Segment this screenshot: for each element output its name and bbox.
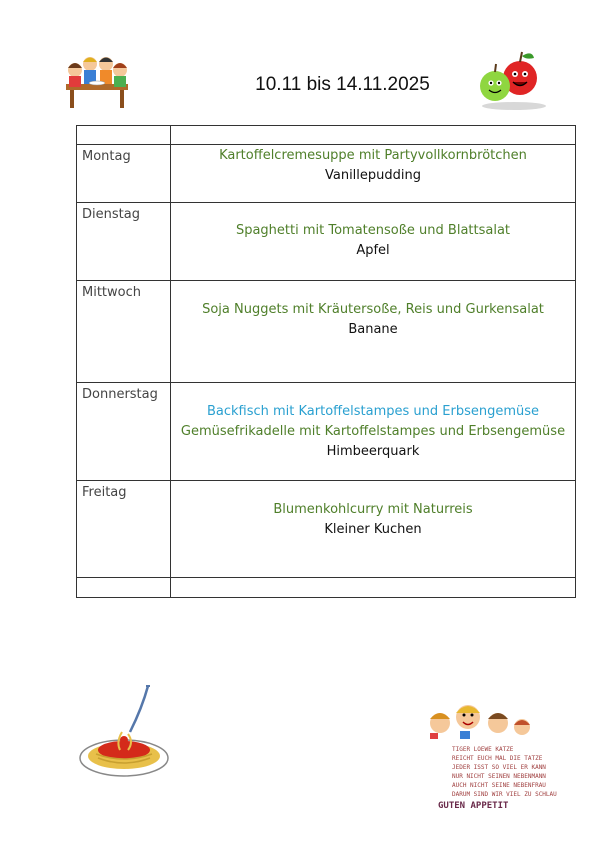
table-header-row [77, 126, 576, 145]
day-label: Montag [77, 145, 171, 203]
meal-cell [171, 145, 576, 203]
fish-dish: Backfisch mit Kartoffelstampes und Erbsengemüse [206, 404, 540, 419]
spaghetti-illustration [78, 684, 173, 779]
day-label: Dienstag [77, 203, 171, 281]
meal-cell [171, 203, 576, 281]
vegetarian-dish: Gemüsefrikadelle mit Kartoffelstampes und Erbsengemüse [180, 424, 566, 439]
meal-cell [171, 481, 576, 578]
table-row [77, 383, 576, 481]
table-row [77, 481, 576, 578]
day-label: Mittwoch [77, 281, 171, 383]
main-dish: Kartoffelcremesuppe mit Partyvollkornbrötchen [219, 148, 527, 163]
day-label: Donnerstag [77, 383, 171, 481]
children-faces-icon [426, 697, 536, 739]
rhyme-text: TIGER LOEWE KATZE REICHT EUCH MAL DIE TATZE JEDER ISST SO VIEL ER KANN NUR NICHT SEINEN NEBENMANN AUCH NICHT SEINE NEBENFRAU DARUM SIND WIR VIEL ZU SCHLAU [452, 746, 557, 798]
dessert: Himbeerquark [326, 444, 420, 459]
table-row [77, 281, 576, 383]
dessert: Kleiner Kuchen [324, 522, 422, 537]
day-label: Freitag [77, 481, 171, 578]
table-row [77, 145, 576, 203]
dessert: Apfel [356, 243, 390, 258]
weekly-menu-table [76, 125, 576, 598]
main-dish: Blumenkohlcurry mit Naturreis [273, 502, 473, 517]
table-row [77, 203, 576, 281]
main-dish: Soja Nuggets mit Kräutersoße, Reis und Gurkensalat [202, 302, 544, 317]
meal-cell [171, 383, 576, 481]
page-title: 10.11 bis 14.11.2025 [255, 74, 430, 95]
dessert: Vanillepudding [324, 168, 422, 183]
rhyme-illustration [426, 697, 556, 817]
apples-illustration [472, 48, 550, 114]
dessert: Banane [348, 322, 398, 337]
meal-cell [171, 281, 576, 383]
main-dish: Spaghetti mit Tomatensoße und Blattsalat [235, 223, 511, 238]
closing-text: GUTEN APPETIT [438, 801, 509, 811]
table-footer-row [77, 578, 576, 598]
